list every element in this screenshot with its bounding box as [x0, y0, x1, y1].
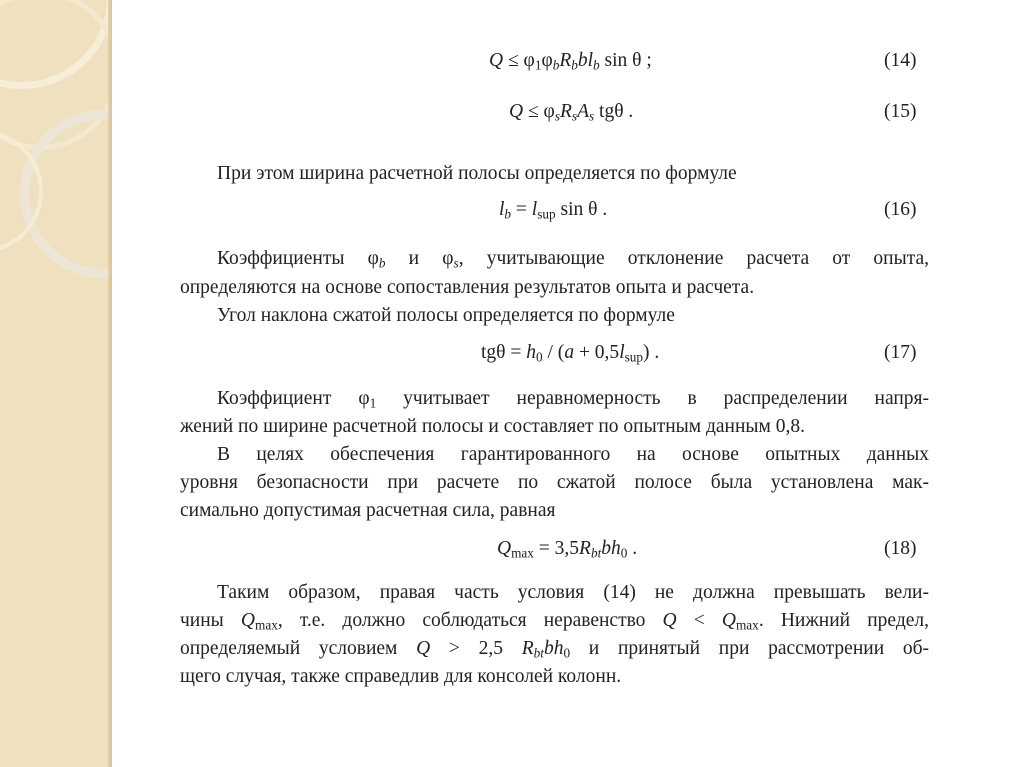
equation-14: $Q \le \varphi_1\varphi_bR_bbl_b$ sin θ ; — [489, 50, 652, 73]
paragraph-text: Коэффициент $\varphi_1$ учитывает неравномерность в распределении напря- — [217, 388, 929, 411]
equation-17: $tg\theta = h_0 / (a + 0,5l_{sup})$ . — [481, 342, 660, 365]
paragraph-text: определяемый условием Q > 2,5 $R_{bt}bh_0$ и принятый при рассмотрении об- — [180, 638, 930, 661]
decorative-sidebar — [0, 0, 112, 767]
paragraph-text: Угол наклона сжатой полосы определяется по формуле — [217, 305, 675, 326]
equation-18: $Q_{max} = 3,5R_{bt}bh_0$ . — [497, 538, 638, 561]
paragraph-text: В целях обеспечения гарантированного на основе опытных данных — [217, 444, 929, 465]
paragraph-text: определяются на основе сопоставления результатов опыта и расчета. — [180, 277, 755, 298]
paragraph-text: симально допустимая расчетная сила, равная — [180, 500, 556, 521]
paragraph-text: чины $Q_{max}$, т.е. должно соблюдаться неравенство $Q < Q_{max}$. Нижний предел, — [180, 610, 930, 633]
paragraph-text: щего случая, также справедлив для консолей колонн. — [180, 666, 622, 687]
equation-number: (16) — [884, 199, 917, 220]
paragraph-text: При этом ширина расчетной полосы определяется по формуле — [217, 163, 737, 184]
equation-number: (14) — [884, 50, 917, 71]
equation-number: (15) — [884, 101, 917, 122]
paragraph-text: уровня безопасности при расчете по сжатой полосе была установлена мак- — [180, 472, 929, 493]
paragraph-text: Коэффициенты $\varphi_b$ и $\varphi_s$, учитывающие отклонение расчета от опыта, — [217, 248, 930, 271]
paragraph-text: Таким образом, правая часть условия (14) не должна превышать вели- — [217, 582, 929, 603]
equation-16: $l_b = l_{sup}$ sin θ . — [499, 199, 608, 222]
equation-number: (18) — [884, 538, 917, 559]
paragraph-text: жений по ширине расчетной полосы и составляет по опытным данным 0,8. — [180, 416, 805, 437]
equation-number: (17) — [884, 342, 917, 363]
equation-15: $Q \le \varphi_sR_sA_s$ tgθ . — [509, 101, 634, 124]
